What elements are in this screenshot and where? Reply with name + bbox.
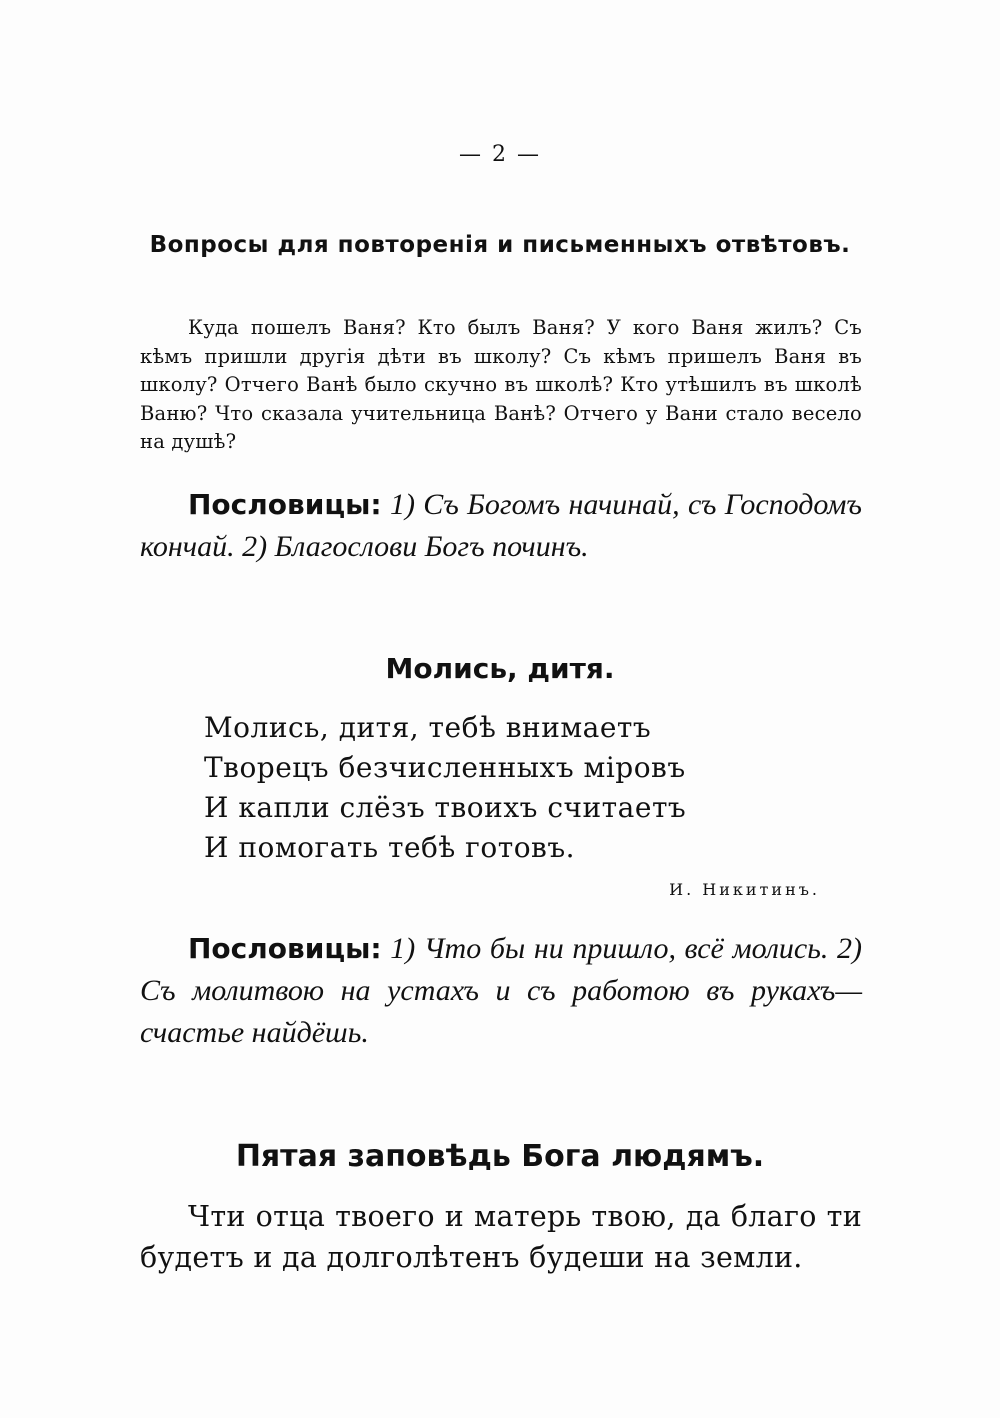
proverbs-text: 1) Съ Богомъ начинай, съ Господомъ кончай. 2) Благослови Богъ починъ. [140,488,862,563]
page-number: — 2 — [459,142,541,167]
poem-line: Молись, дитя, тебѣ внимаетъ [204,711,652,744]
commandment-heading: Пятая заповѣдь Бога людямъ. [235,1139,765,1174]
poem-stanza [204,708,844,868]
poem-line: Творецъ безчисленныхъ міровъ [204,751,686,784]
poem-title: Молись, дитя. [385,652,615,685]
proverbs-block-1 [140,484,862,568]
proverbs-block-2 [140,928,862,1054]
questions-paragraph: Куда пошелъ Ваня? Кто былъ Ваня? У кого Ваня жилъ? Съ кѣмъ пришли другія дѣти въ школу? Съ кѣмъ пришелъ Ваня въ школу? Отчего Ванѣ было скучно въ школѣ? Кто утѣшилъ въ школѣ Ваню? Что сказала учительница Ванѣ? Отчего у Вани стало весело на душѣ? [140,316,862,453]
poem-line: И капли слёзъ твоихъ считаетъ [204,791,687,824]
poem-author: И. Никитинъ. [669,880,820,899]
proverbs-label: Пословицы: [188,488,382,521]
poem-line: И помогать тебѣ готовъ. [204,831,576,864]
questions-heading: Вопросы для повторенія и письменныхъ отвѣтовъ. [149,232,851,258]
commandment-paragraph: Чти отца твоего и матерь твою, да благо ти будетъ и да долголѣтенъ будеши на земли. [140,1200,862,1274]
proverbs-text: 1) Что бы ни пришло, всё молись. 2) Съ молитвою на устахъ и съ работою въ рукахъ—счастье найдёшь. [140,932,862,1049]
proverbs-label: Пословицы: [188,932,382,965]
